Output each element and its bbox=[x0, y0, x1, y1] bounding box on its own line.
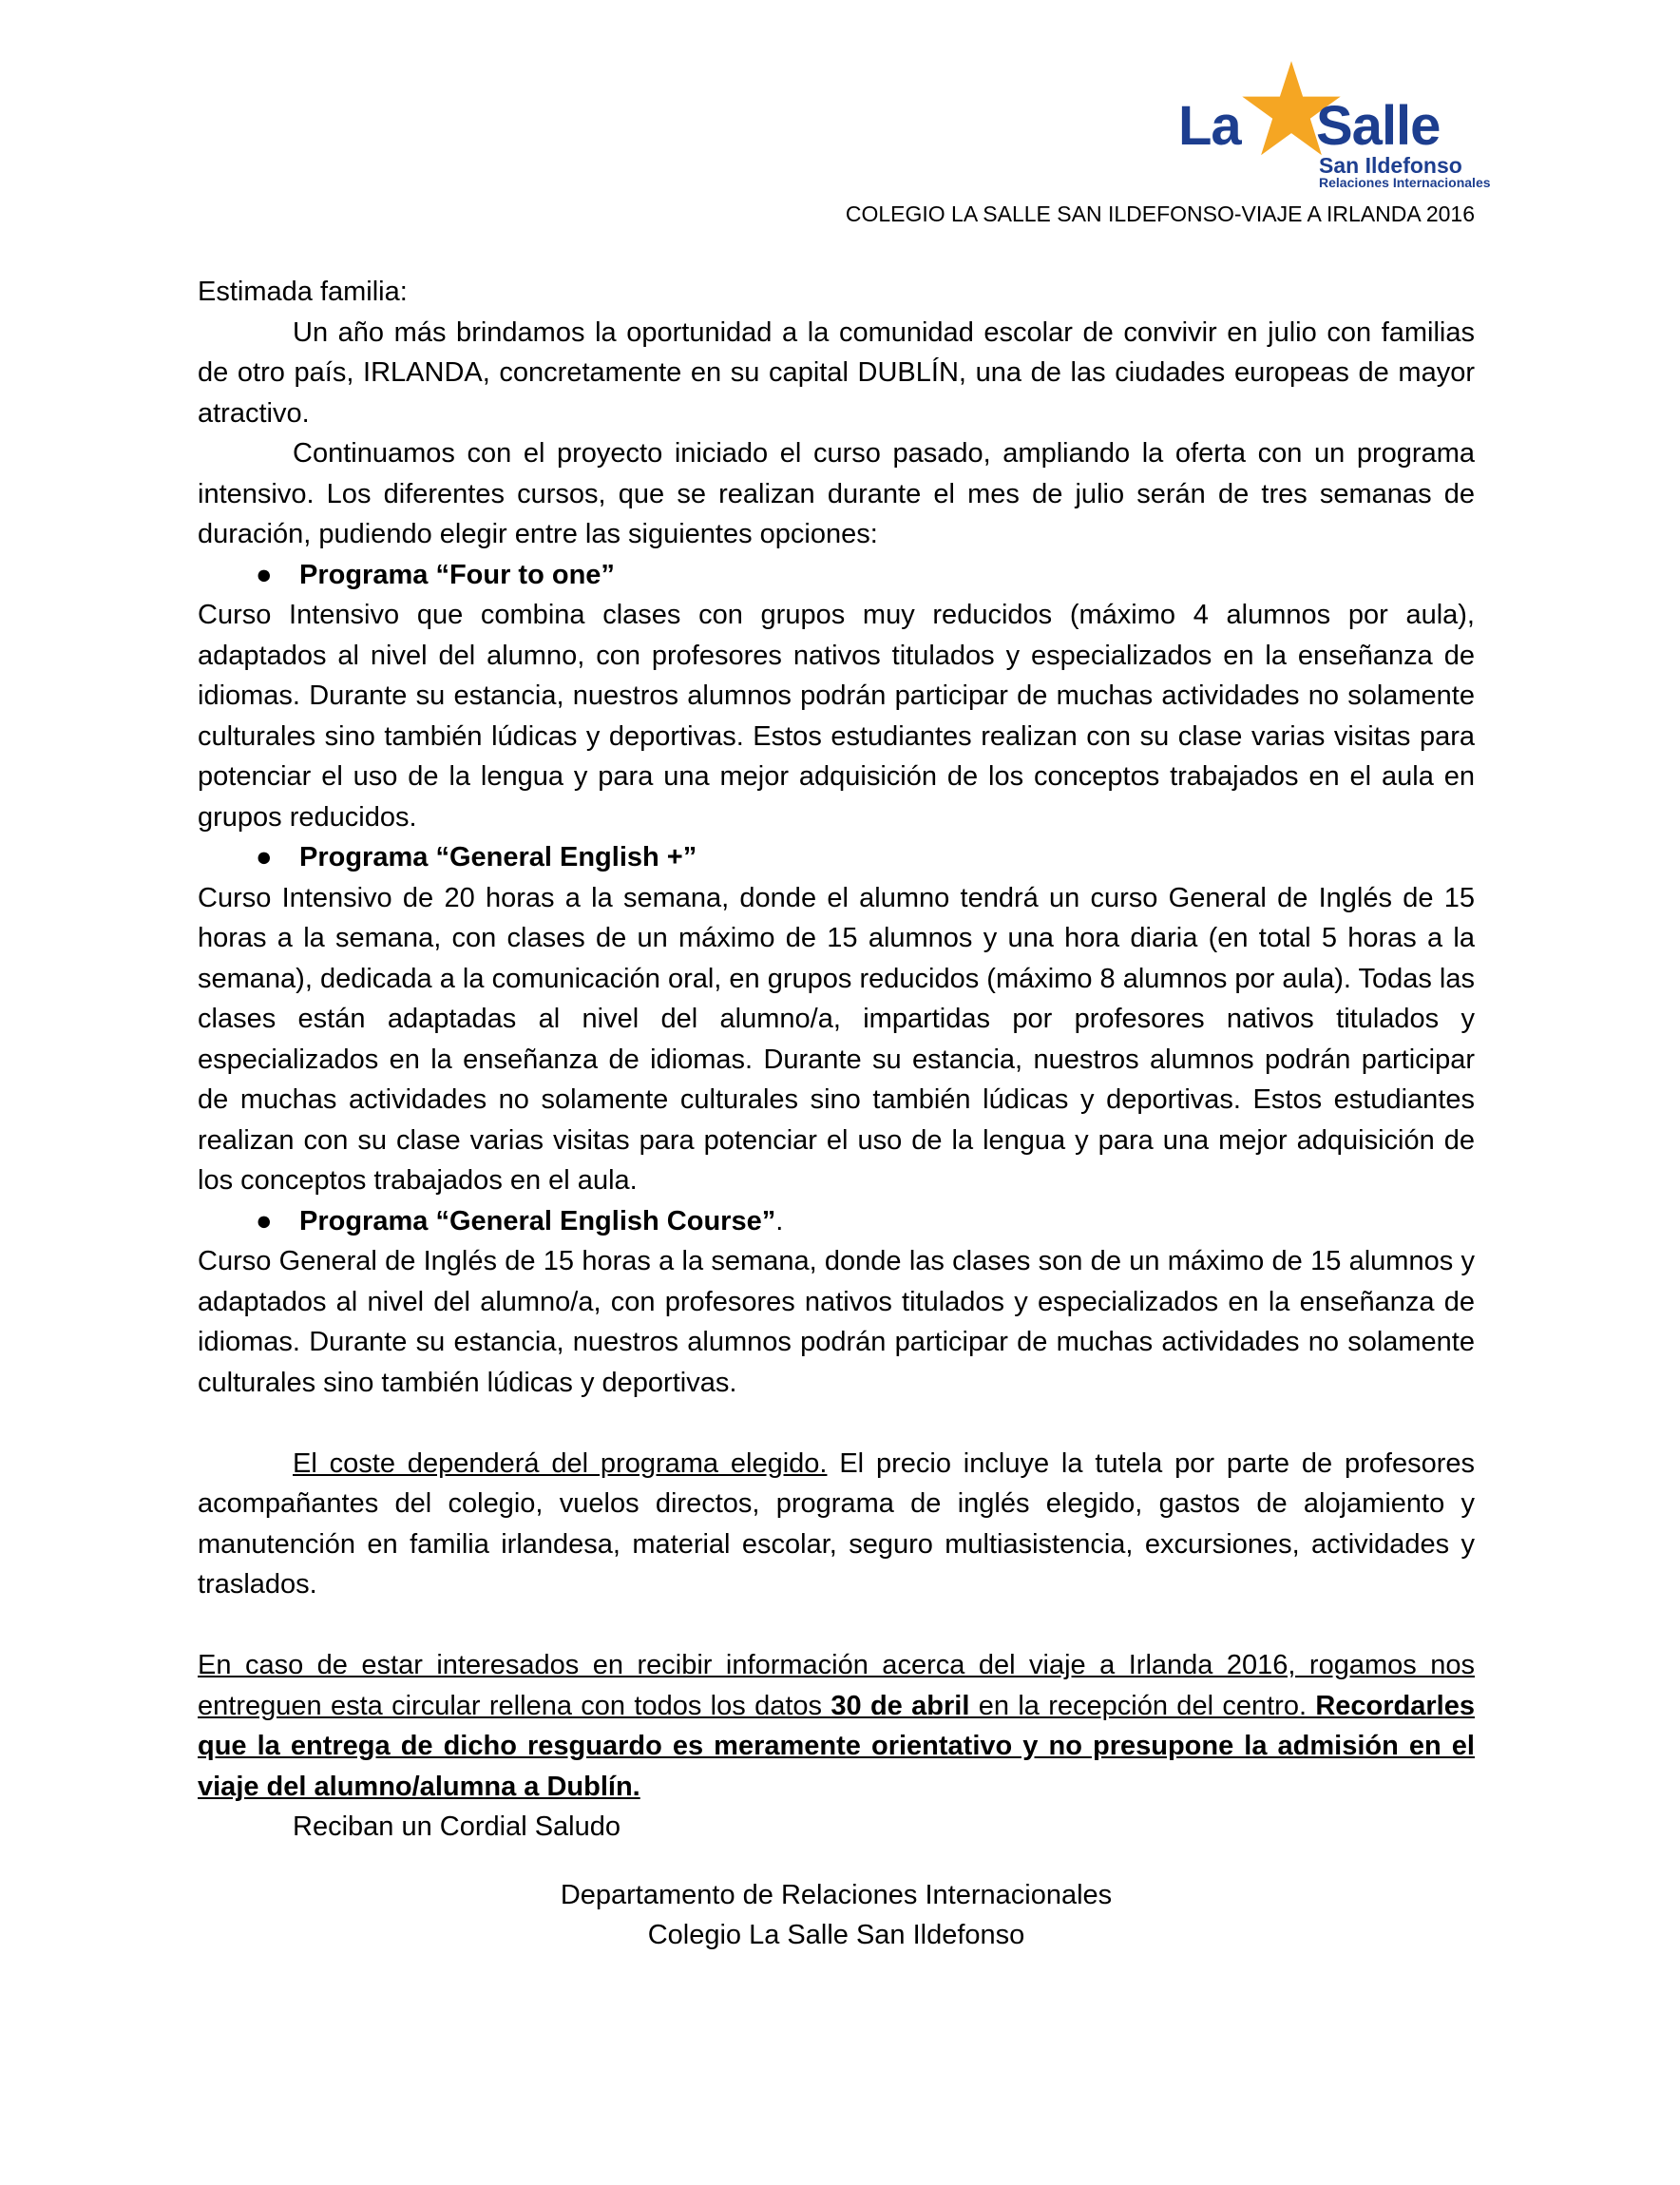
paragraph-programs-intro: Continuamos con el proyecto iniciado el curso pasado, ampliando la oferta con un programa intensivo. Los diferentes cursos, que se realizan durante el mes de julio serán de tres semanas de duración, pudiendo elegir entre las siguientes opciones: bbox=[198, 438, 1475, 549]
program-title-four-to-one bbox=[198, 555, 1475, 596]
closing: Reciban un Cordial Saludo bbox=[293, 1811, 620, 1842]
bullet-icon: ● bbox=[256, 842, 273, 872]
program-title-text: Programa “General English Course” bbox=[299, 1205, 776, 1236]
cost-underlined: El coste dependerá del programa elegido. bbox=[293, 1447, 828, 1479]
document-header-title: COLEGIO LA SALLE SAN ILDEFONSO-VIAJE A IRLANDA 2016 bbox=[845, 201, 1475, 226]
spacer bbox=[198, 1848, 1475, 1875]
program-description-four-to-one: Curso Intensivo que combina clases con grupos muy reducidos (máximo 4 alumnos por aula), adaptados al nivel del alumno, con profesores nativos titulados y especializados en la enseñanza de idiomas. Durante su estancia, nuestros alumnos podrán participar de muchas actividades no solamente culturales sino también lúdicas y deportivas. Estos estudiantes realizan con su clase varias visitas para potenciar el uso de la lengua y para una mejor adquisición de los conceptos trabajados en el aula en grupos reducidos. bbox=[198, 600, 1475, 833]
bullet-icon: ● bbox=[256, 559, 273, 590]
program-title-text: Programa “General English +” bbox=[299, 842, 697, 872]
paragraph-intro: Un año más brindamos la oportunidad a la comunidad escolar de convivir en julio con familias de otro país, IRLANDA, concretamente en su capital DUBLÍN, una de las ciudades europeas de mayor atractivo. bbox=[198, 316, 1475, 429]
cost-details: El precio incluye la tutela por parte de profesores acompañantes del colegio, vuelos directos, programa de inglés elegido, gastos de alojamiento y manutención en familia irlandesa, material escolar, seguro multiasistencia, excursiones, actividades y traslados. bbox=[198, 1447, 1476, 1600]
program-description-general-english-plus: Curso Intensivo de 20 horas a la semana, donde el alumno tendrá un curso General de Inglés de 15 horas a la semana, con clases de un máximo de 15 alumnos y una hora diaria (en total 5 horas a la semana), dedicada a la comunicación oral, en grupos reducidos (máximo 8 alumnos por aula). Todas las clases están adaptadas al nivel del alumno/a, impartidas por profesores nativos titulados y especializados en la enseñanza de idiomas. Durante su estancia, nuestros alumnos podrán participar de muchas actividades no solamente culturales sino también lúdicas y deportivas. Estos estudiantes realizan con su clase varias visitas para potenciar el uso de la lengua y para una mejor adquisición de los conceptos trabajados en el aula. bbox=[198, 882, 1475, 1196]
program-description-general-english-course: Curso General de Inglés de 15 horas a la semana, donde las clases son de un máximo de 15 alumnos y adaptados al nivel del alumno/a, con profesores nativos titulados y especializados en la enseñanza de idiomas. Durante su estancia, nuestros alumnos podrán participar de muchas actividades no solamente culturales sino también lúdicas y deportivas. bbox=[198, 1246, 1475, 1398]
paragraph-notice bbox=[198, 1645, 1475, 1807]
bullet-icon: ● bbox=[256, 1205, 273, 1236]
logo-subtitle-2: Relaciones Internacionales bbox=[1319, 175, 1491, 190]
notice-bold: Recordarles que la entrega de dicho resguardo es meramente orientativo y no presupone la admisión en el viaje del alumno/alumna a Dublín. bbox=[198, 1690, 1475, 1802]
logo-subtitle: San Ildefonso bbox=[1319, 153, 1462, 178]
spacer bbox=[198, 1403, 1475, 1444]
notice-text-1: En caso de estar interesados en recibir información acerca del viaje a Irlanda 2016, rogamos nos entreguen esta circular rellena con todos los datos bbox=[198, 1650, 1475, 1721]
notice-text-2: en la recepción del centro. bbox=[969, 1690, 1308, 1721]
signature-department: Departamento de Relaciones Internacionales bbox=[560, 1879, 1113, 1910]
notice-date: 30 de abril bbox=[830, 1690, 970, 1721]
program-title-text: Programa “Four to one” bbox=[299, 559, 615, 590]
program-title-general-english-course bbox=[198, 1201, 1475, 1242]
paragraph-cost bbox=[198, 1444, 1475, 1605]
letter-body bbox=[198, 272, 1475, 1956]
salutation: Estimada familia: bbox=[198, 277, 408, 307]
la-salle-logo bbox=[1178, 59, 1501, 190]
spacer bbox=[198, 1605, 1475, 1646]
signature-school: Colegio La Salle San Ildefonso bbox=[647, 1920, 1025, 1950]
logo-word-salle: Salle bbox=[1316, 95, 1441, 157]
program-title-suffix: . bbox=[775, 1205, 784, 1236]
program-title-general-english-plus bbox=[198, 837, 1475, 878]
logo-word-la: La bbox=[1178, 95, 1241, 157]
